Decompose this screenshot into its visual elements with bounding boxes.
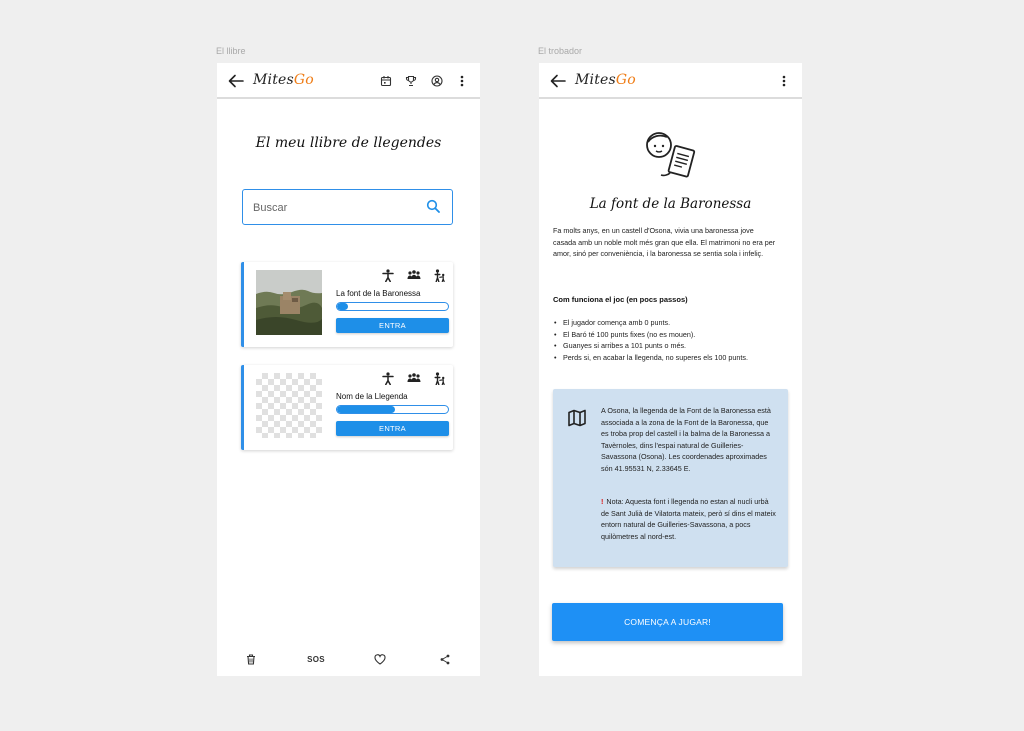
- trophy-icon[interactable]: [403, 73, 419, 89]
- app-bar: [539, 63, 802, 99]
- legend-thumbnail: [256, 270, 322, 335]
- start-game-button[interactable]: COMENÇA A JUGAR!: [552, 603, 783, 641]
- legend-thumbnail-placeholder: [256, 373, 322, 438]
- location-info-text: A Osona, la llegenda de la Font de la Baronessa està associada a la zona de la Font de la Baronessa, que es troba prop del castell i la balma de la Baronessa a Tavèrnoles, dins l'espai natural de Guilleries-Savassona (Osona). Les coordenades aproximades són 41.95531 N, 2.33645 E.: [601, 406, 771, 473]
- trash-icon[interactable]: [245, 652, 257, 666]
- progress-fill: [337, 303, 348, 310]
- group-icon: [407, 268, 421, 282]
- rules-title: Com funciona el joc (en pocs passos): [553, 295, 688, 304]
- list-item: • Perds si, en acabar la llegenda, no superes els 100 punts.: [553, 352, 783, 364]
- enter-button[interactable]: ENTRA: [336, 318, 449, 333]
- progress-fill: [337, 406, 395, 413]
- rules-list: [553, 317, 783, 363]
- account-icon[interactable]: [429, 73, 445, 89]
- calendar-icon[interactable]: [378, 73, 394, 89]
- card-mode-icons: [381, 268, 447, 282]
- family-icon: [433, 371, 447, 385]
- search-icon[interactable]: [426, 199, 442, 215]
- frame-label-finder: El trobador: [538, 46, 583, 56]
- frame-label-book: El llibre: [216, 46, 246, 56]
- card-mode-icons: [381, 371, 447, 385]
- location-note: ! Nota: Aquesta font i llegenda no estan al nucli urbà de Sant Julià de Vilatorta mateix, però sí dins el mateix entorn natural de Guilleries-Savassona, a pocs quilòmetres al nord-est.: [601, 497, 776, 541]
- legend-card[interactable]: [241, 365, 453, 450]
- more-vert-icon[interactable]: [454, 73, 470, 89]
- sos-button[interactable]: SOS: [307, 654, 325, 664]
- legend-intro: Fa molts anys, en un castell d'Osona, vivia una baronessa jove casada amb un noble molt més gran que ella. El matrimoni no era per amor, sinó per conveniència, i la baronessa se sentia sola i infeliç.: [553, 226, 776, 258]
- solo-player-icon: [381, 371, 395, 385]
- book-screen: [217, 63, 480, 676]
- legend-name: La font de la Baronessa: [336, 289, 421, 298]
- back-arrow-icon[interactable]: [549, 72, 567, 90]
- storyteller-icon: [642, 129, 700, 185]
- progress-bar: [336, 405, 449, 414]
- app-bar: [217, 63, 480, 99]
- bottom-action-bar: [217, 642, 480, 676]
- location-info-box: [553, 389, 788, 567]
- legend-card[interactable]: [241, 262, 453, 347]
- map-icon: [567, 408, 587, 428]
- page-title: El meu llibre de llegendes: [255, 135, 442, 151]
- list-item: • El jugador comença amb 0 punts.: [553, 317, 783, 329]
- app-logo: MitesGo: [253, 72, 314, 88]
- heart-icon[interactable]: [373, 652, 387, 666]
- app-logo: MitesGo: [575, 72, 636, 88]
- progress-bar: [336, 302, 449, 311]
- group-icon: [407, 371, 421, 385]
- search-input[interactable]: [253, 199, 413, 217]
- list-item: • Guanyes si arribes a 101 punts o més.: [553, 340, 783, 352]
- enter-button[interactable]: ENTRA: [336, 421, 449, 436]
- legend-name: Nom de la Llegenda: [336, 392, 408, 401]
- search-field[interactable]: [242, 189, 453, 225]
- warning-icon: !: [601, 497, 604, 506]
- back-arrow-icon[interactable]: [227, 72, 245, 90]
- finder-screen: [539, 63, 802, 676]
- family-icon: [433, 268, 447, 282]
- solo-player-icon: [381, 268, 395, 282]
- legend-title: La font de la Baronessa: [589, 196, 752, 212]
- share-icon[interactable]: [439, 652, 451, 666]
- list-item: • El Baró té 100 punts fixes (no es mouen).: [553, 329, 783, 341]
- more-vert-icon[interactable]: [776, 73, 792, 89]
